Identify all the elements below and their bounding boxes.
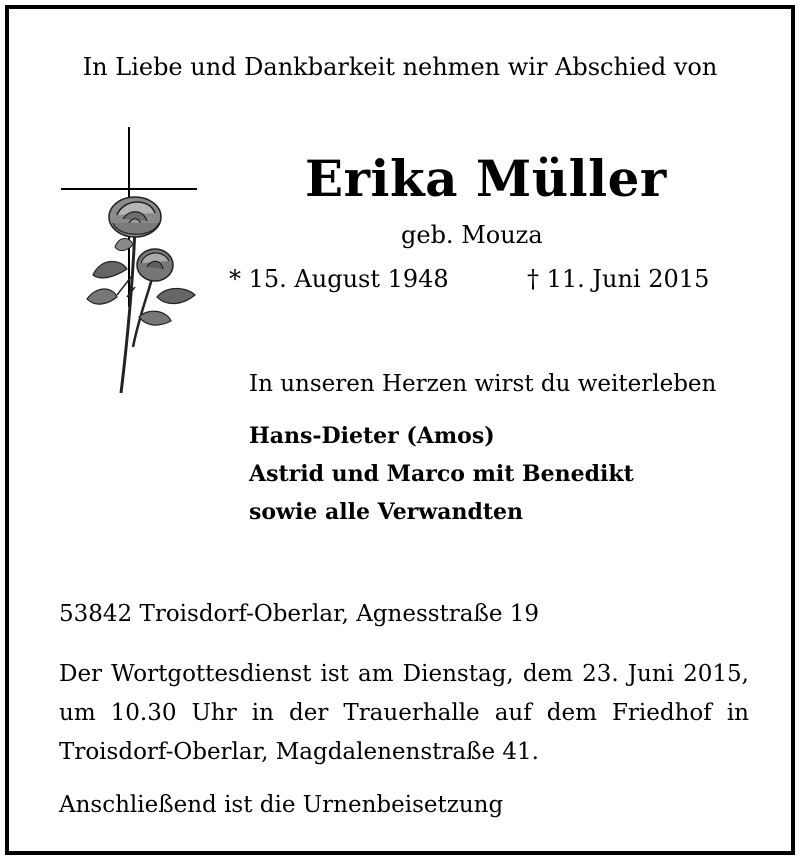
birth-date: * 15. August 1948 — [229, 265, 449, 293]
death-date: † 11. Juni 2015 — [527, 265, 710, 293]
maiden-name: geb. Mouza — [401, 221, 543, 249]
service-line: um 10.30 Uhr in der Trauerhalle auf dem Friedhof in — [59, 700, 749, 726]
mourner-line: Astrid und Marco mit Benedikt — [249, 461, 634, 487]
deceased-name: Erika Müller — [305, 149, 667, 208]
service-line: Troisdorf-Oberlar, Magdalenenstraße 41. — [59, 739, 539, 765]
mourner-line: Hans-Dieter (Amos) — [249, 423, 495, 449]
mourners-list — [249, 417, 634, 531]
family-address: 53842 Troisdorf-Oberlar, Agnesstraße 19 — [59, 601, 540, 627]
mourner-line: sowie alle Verwandten — [249, 499, 524, 525]
service-announcement — [59, 655, 749, 772]
obituary-frame — [5, 5, 795, 855]
service-line: Der Wortgottesdienst ist am Dienstag, dem 23. Juni 2015, — [59, 661, 749, 687]
motto-text: In unseren Herzen wirst du weiterleben — [249, 371, 717, 397]
intro-text: In Liebe und Dankbarkeit nehmen wir Abschied von — [82, 53, 718, 81]
burial-note: Anschließend ist die Urnenbeisetzung — [59, 792, 504, 818]
cross-with-rose-icon — [57, 127, 197, 399]
rose-icon — [87, 197, 195, 393]
